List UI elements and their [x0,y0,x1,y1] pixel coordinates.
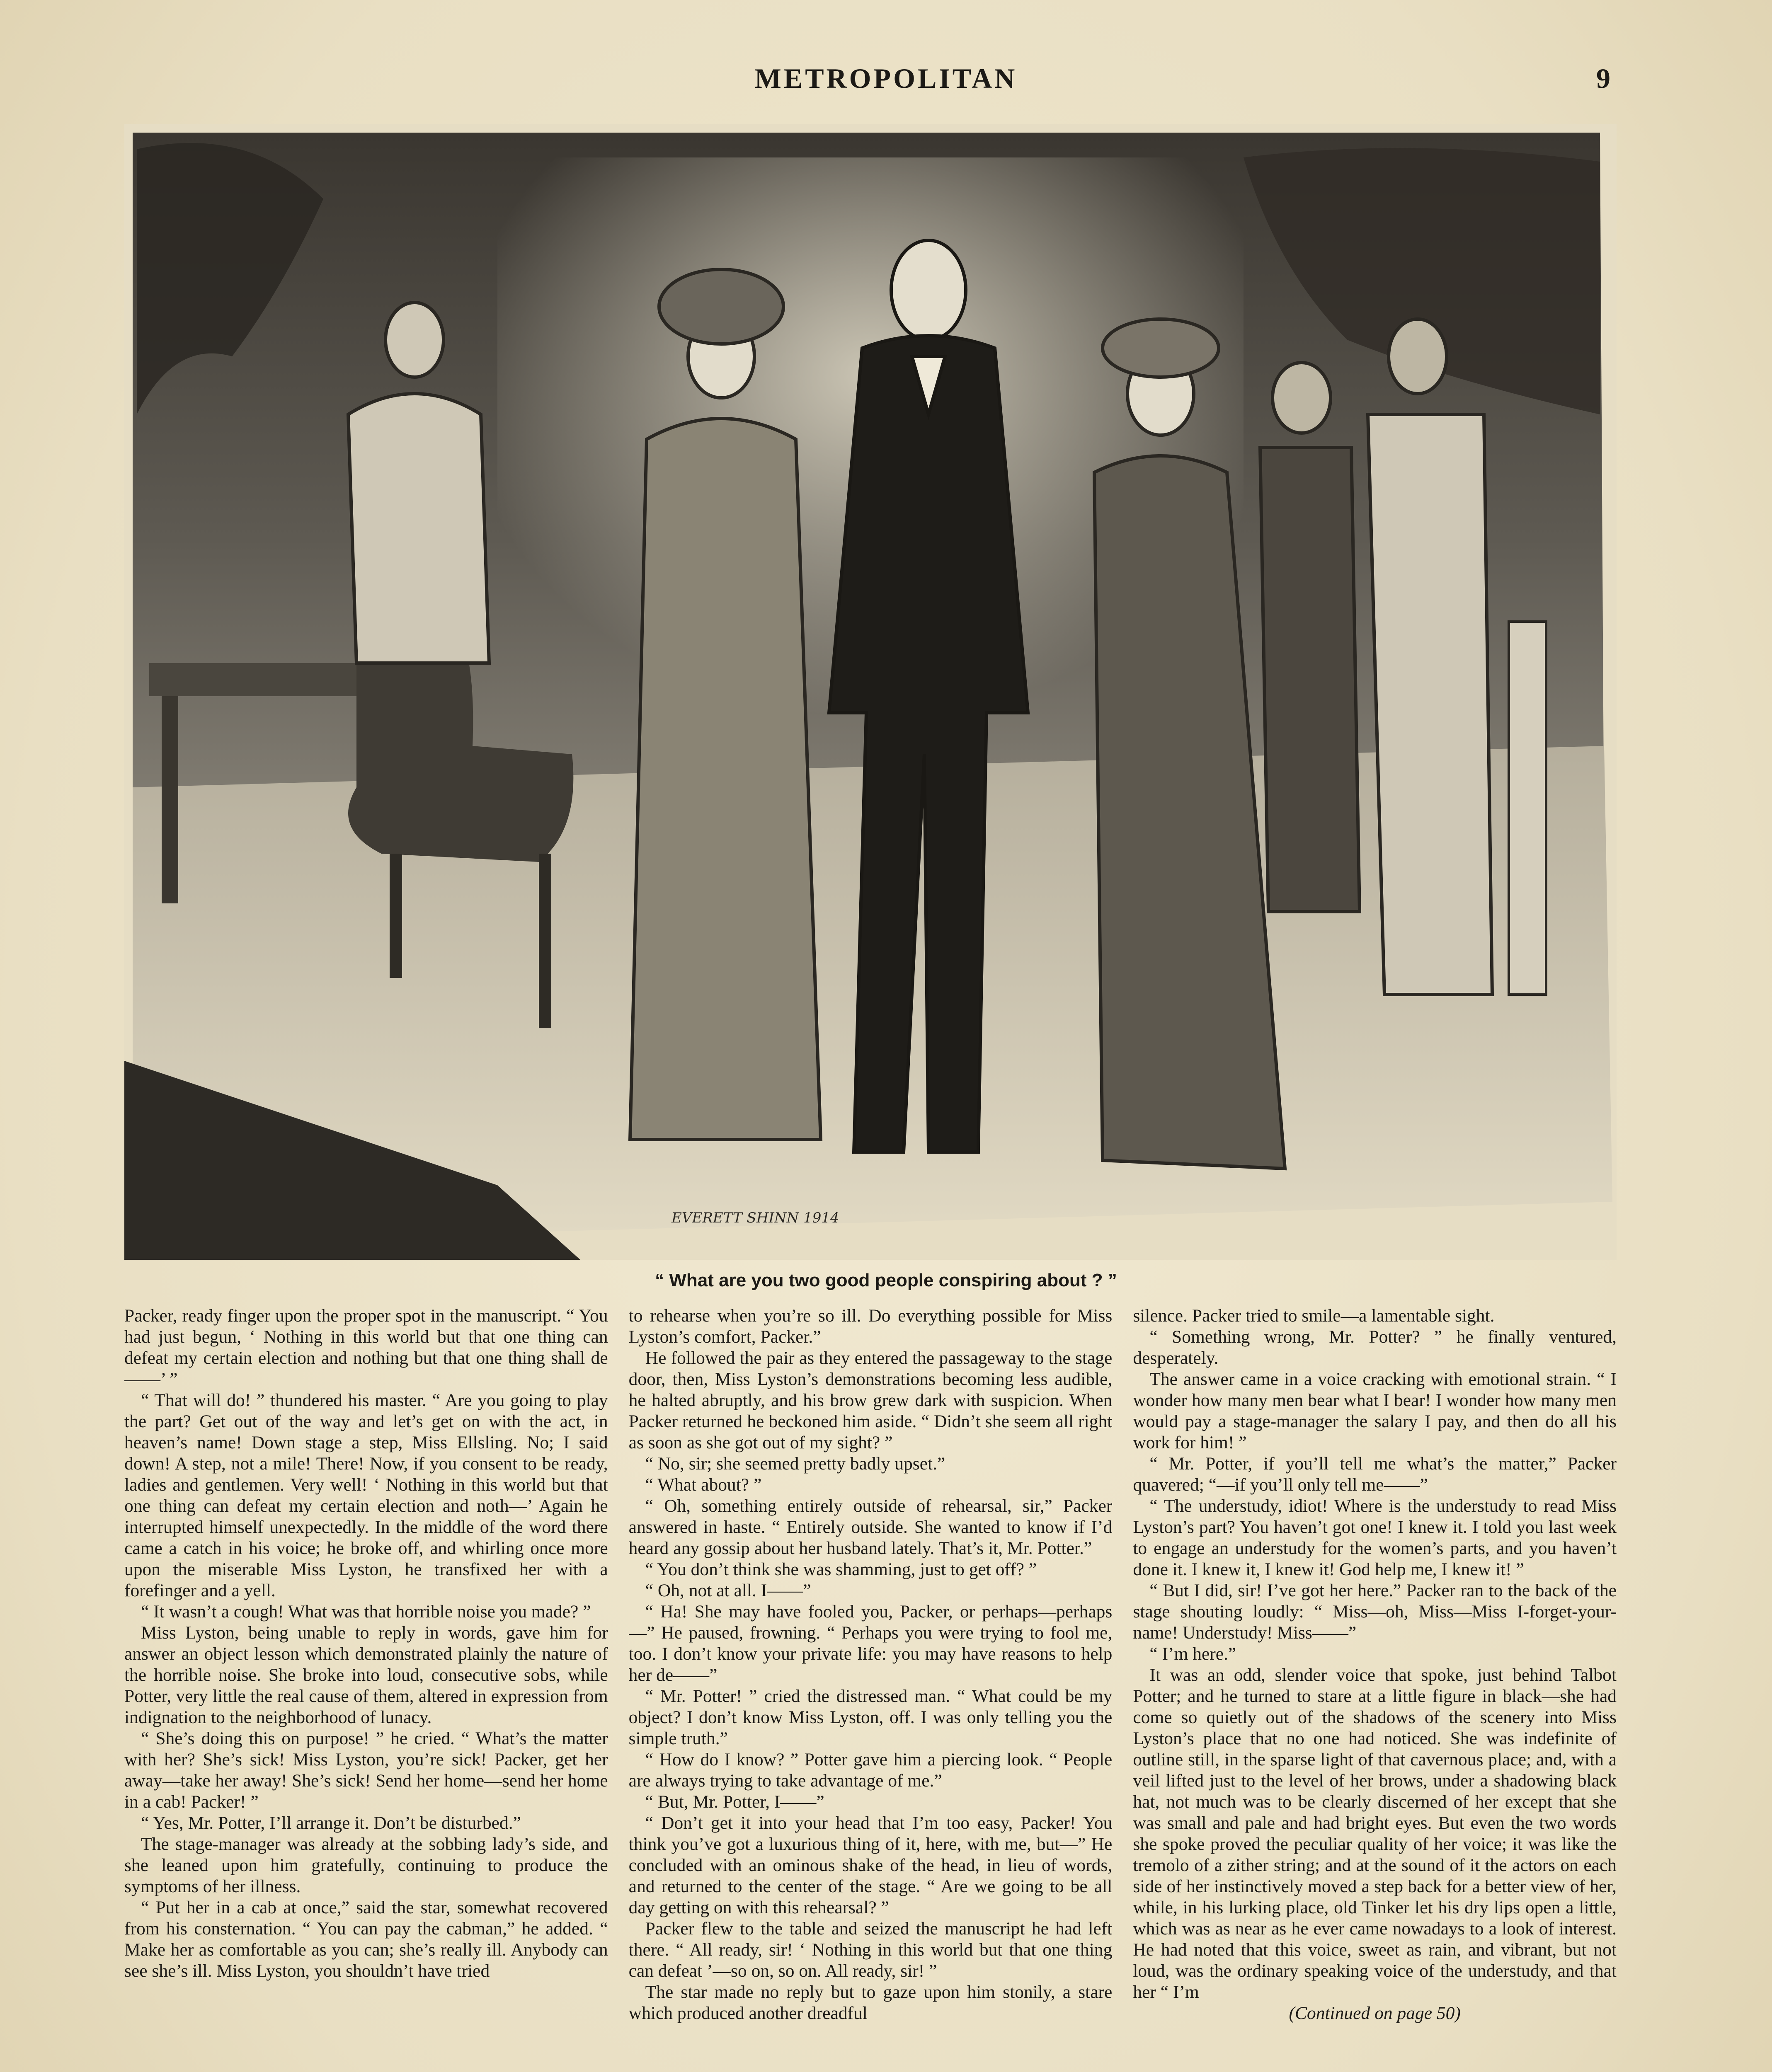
paragraph: “ It wasn’t a cough! What was that horrible noise you made? ” [141,1602,591,1622]
article-columns [124,1305,1617,2072]
paragraph: It was an odd, slender voice that spoke, just behind Talbot Potter; and he turned to stare at a little figure in black—she had come so quietly out of the shadows of the scenery into Miss Lyston’s place that no one had noticed. She was indefinite of outline still, in the sparse light of that cavernous place; and, with a veil lifted just to the level of her brows, under a shadowing black hat, not much was to be clearly discerned of her except that she was small and pale and had bright eyes. But even the two words she spoke proved the peculiar quality of her voice; it was like the tremolo of a zither string; and at the sound of it the actors on each side of her instinctively moved a step back for a better view of her, while, in his lurking place, old Tinker let his dry lips open a little, which was as near as he ever came nowadays to a look of interest. He had noted that this voice, sweet as rain, and vibrant, but not loud, was the ordinary speaking voice of the understudy, and that her “ I’m [1133,1665,1617,2002]
paragraph: Packer, ready finger upon the proper spot in the manuscript. “ You had just begun, ‘ Nothing in this world but that one thing can defeat my certain election and nothing but that one thing shall de——’ ” [124,1306,608,1389]
stage-illustration [124,124,1617,1260]
paragraph: The answer came in a voice cracking with emotional strain. “ I wonder how many men bear what I bear! I wonder how many men would pay a stage-manager the salary I pay, and then do all his work for him! ” [1133,1369,1617,1452]
paragraph: Packer flew to the table and seized the manuscript he had left there. “ All ready, sir! ‘ Nothing in this world but that one thing can defeat ’—so on, so on. All ready, sir! ” [628,1919,1113,1981]
illustration-caption: “ What are you two good people conspiring about ? ” [655,1270,1117,1290]
paragraph: “ You don’t think she was shamming, just to get off? ” [645,1559,1037,1579]
paragraph: silence. Packer tried to smile—a lamentable sight. [1133,1306,1495,1326]
paragraph: “ That will do! ” thundered his master. “ Are you going to play the part? Get out of the way and let’s get on with the act, in heaven’s name! Down stage a step, Miss Ellsling. No; I said down! A step, not a mile! There! Now, if you consent to be ready, ladies and gentlemen. Very well! ‘ Nothing in this world but that one thing can defeat my certain election and noth—’ Again he interrupted himself unexpectedly. In the middle of the word there came a catch in his voice; he broke off, and whirling once more upon the miserable Miss Lyston, he transfixed her with a forefinger and a yell. [124,1390,608,1600]
scenery-flat [1509,622,1546,995]
illustration-svg [124,124,1617,1260]
paragraph: “ She’s doing this on purpose! ” he cried. “ What’s the matter with her? She’s sick! Miss Lyston, you’re sick! Packer, get her away—take her away! She’s sick! Send her home—send her home in a cab! Packer! ” [124,1728,608,1812]
article-column-3 [1133,1305,1617,2072]
paragraph: He followed the pair as they entered the passageway to the stage door, then, Miss Lyston’s demonstrations becoming less audible, he halted abruptly, and his brow grew dark with suspicion. When Packer returned he beckoned him aside. “ Didn’t she seem all right as soon as she got out of my sight? ” [628,1348,1113,1452]
paragraph: “ The understudy, idiot! Where is the understudy to read Miss Lyston’s part? You haven’t got one! I knew it. I told you last week to engage an understudy for the women’s parts, and you haven’t done it. I knew it, I knew it! God help me, I knew it! ” [1133,1496,1617,1579]
paragraph: “ But I did, sir! I’ve got her here.” Packer ran to the back of the stage shouting loudly: “ Miss—oh, Miss—Miss I-forget-your-name! Understudy! Miss——” [1133,1581,1617,1643]
paragraph: “ No, sir; she seemed pretty badly upset.” [645,1454,945,1474]
paragraph: “ How do I know? ” Potter gave him a piercing look. “ People are always trying to take advantage of me.” [628,1750,1113,1791]
paragraph: “ I’m here.” [1149,1644,1236,1664]
magazine-title: METROPOLITAN [754,63,1018,94]
paragraph: The star made no reply but to gaze upon him stonily, a stare which produced another dreadful [628,1982,1113,2023]
paragraph: “ Something wrong, Mr. Potter? ” he finally ventured, desperately. [1133,1327,1617,1368]
paragraph: “ Put her in a cab at once,” said the star, somewhat recovered from his consternation. “ You can pay the cabman,” he added. “ Make her as comfortable as you can; she’s really ill. Anybody can see she’s ill. Miss Lyston, you shouldn’t have tried [124,1898,608,1981]
continued-note: (Continued on page 50) [1289,2003,1461,2023]
paragraph: “ Don’t get it into your head that I’m too easy, Packer! You think you’ve got a luxurious thing of it, here, with me, but—” He concluded with an ominous shake of the head, in lieu of words, and returned to the center of the stage. “ Are we going to be all day getting on with this rehearsal? ” [628,1813,1113,1917]
paragraph: “ Yes, Mr. Potter, I’ll arrange it. Don’t be disturbed.” [141,1813,521,1833]
paragraph: “ Oh, something entirely outside of rehearsal, sir,” Packer answered in haste. “ Entirely outside. She wanted to know if I’d heard any gossip about her husband lately. That’s it, Mr. Potter.” [628,1496,1113,1558]
paragraph: “ Mr. Potter, if you’ll tell me what’s the matter,” Packer quavered; “—if you’ll only tell me——” [1133,1454,1617,1495]
paragraph: “ Ha! She may have fooled you, Packer, or perhaps—perhaps—” He paused, frowning. “ Perhaps you were trying to fool me, too. I don’t know your private life: you may have reasons to help her de——” [628,1602,1113,1685]
paragraph: “ Oh, not at all. I——” [645,1581,811,1600]
page-number: 9 [1596,63,1610,94]
article-column-2 [629,1305,1113,2072]
article-column-1 [124,1305,608,2072]
paragraph: “ What about? ” [645,1475,762,1495]
paragraph: “ But, Mr. Potter, I——” [645,1792,824,1812]
paragraph: “ Mr. Potter! ” cried the distressed man. “ What could be my object? I don’t know Miss Lyston, off. I was only telling you the simple truth.” [628,1686,1113,1748]
paragraph: Miss Lyston, being unable to reply in words, gave him for answer an object lesson which demonstrated plainly the nature of the horrible noise. She broke into loud, consecutive sobs, while Potter, very little the real cause of them, altered in expression from indignation to the neighborhood of lunacy. [124,1623,608,1727]
illustrator-signature: EVERETT SHINN 1914 [671,1210,839,1226]
paragraph: to rehearse when you’re so ill. Do everything possible for Miss Lyston’s comfort, Packer.” [628,1306,1113,1347]
paragraph: The stage-manager was already at the sobbing lady’s side, and she leaned upon him gratefully, continuing to produce the symptoms of her illness. [124,1834,608,1896]
